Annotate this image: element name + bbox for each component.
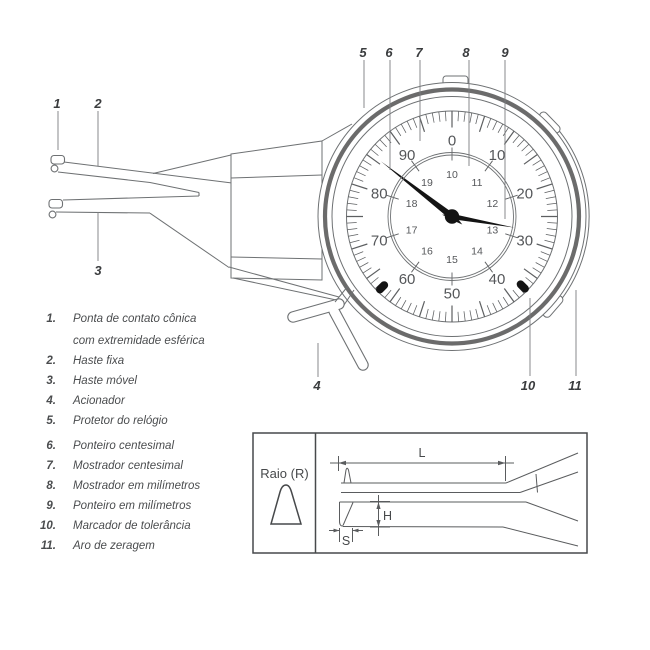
legend-item-number: 8. xyxy=(46,480,56,492)
legend-item-text: Haste móvel xyxy=(73,374,137,387)
inner-scale-number: 13 xyxy=(486,224,499,237)
legend-item-number: 10. xyxy=(40,520,56,532)
callout-9: 9 xyxy=(501,45,509,60)
legend-item xyxy=(40,355,255,369)
legend-item-text: Haste fixa xyxy=(73,354,125,367)
upper-arm-top-edge xyxy=(64,162,232,183)
height-label: H xyxy=(383,509,393,523)
lower-contact-ball xyxy=(49,211,56,218)
callout-8: 8 xyxy=(462,45,470,60)
inner-scale-number: 12 xyxy=(486,198,499,211)
callout-2: 2 xyxy=(94,96,102,111)
upper-contact-tip xyxy=(51,156,65,165)
radius-tip-shape xyxy=(271,485,301,524)
legend-item-number: 6. xyxy=(46,440,56,452)
legend-item-number: 3. xyxy=(46,374,56,387)
legend-item-number: 2. xyxy=(46,354,56,367)
tip-geometry-inset xyxy=(253,433,587,553)
legend-item xyxy=(40,520,255,534)
legend-item xyxy=(40,440,255,454)
callout-1: 1 xyxy=(53,96,61,111)
inset-arm-profile xyxy=(340,453,579,546)
legend-item-number: 4. xyxy=(46,394,56,407)
legend-item xyxy=(40,500,255,514)
legend-item-number: 7. xyxy=(46,460,56,472)
callout-7: 7 xyxy=(415,45,423,60)
callout-4: 4 xyxy=(313,378,321,393)
outer-scale-number: 60 xyxy=(398,270,416,288)
inner-scale-number: 14 xyxy=(471,245,483,258)
dimension-S xyxy=(329,528,363,548)
dimension-L xyxy=(330,446,514,481)
outer-scale-number: 20 xyxy=(516,185,534,203)
measuring-arms xyxy=(49,156,232,218)
legend-item-text: Marcador de tolerância xyxy=(73,520,191,532)
outer-scale-number: 80 xyxy=(370,185,388,203)
legend xyxy=(40,313,255,560)
legend-item-text: Mostrador centesimal xyxy=(73,460,183,472)
legend-item xyxy=(40,540,255,554)
callout-10: 10 xyxy=(520,378,536,393)
radius-label: Raio (R) xyxy=(260,466,309,481)
legend-item xyxy=(40,415,255,429)
lower-arm-bottom-edge xyxy=(56,212,150,213)
cone-top-edge xyxy=(153,155,231,174)
length-label: L xyxy=(418,446,426,460)
legend-item xyxy=(40,375,255,389)
outer-scale-number: 10 xyxy=(488,147,506,165)
outer-scale-number: 40 xyxy=(488,270,506,288)
inner-scale-number: 15 xyxy=(446,253,458,266)
lower-arm-top-edge xyxy=(63,196,199,200)
upper-arm-bottom-edge xyxy=(58,172,199,193)
legend-item-text: Ponteiro centesimal xyxy=(73,440,174,452)
callout-11: 11 xyxy=(568,378,582,393)
inner-scale-number: 10 xyxy=(446,168,458,181)
legend-item xyxy=(40,480,255,494)
legend-item-text: Ponteiro em milímetros xyxy=(73,500,192,512)
legend-item xyxy=(40,460,255,474)
dimension-H xyxy=(370,495,392,536)
legend-item xyxy=(40,313,255,348)
legend-item-number: 9. xyxy=(46,500,56,512)
outer-scale-number: 70 xyxy=(370,232,388,250)
legend-item-text: Aro de zeragem xyxy=(73,540,155,552)
actuator-lever xyxy=(293,304,363,365)
legend-item-number: 1. xyxy=(46,313,56,325)
outer-scale-number: 0 xyxy=(447,132,457,150)
inner-scale-number: 17 xyxy=(405,224,418,237)
inner-scale-number: 11 xyxy=(471,176,483,189)
body-bottom-edge-2 xyxy=(233,278,341,301)
legend-item xyxy=(40,395,255,409)
upper-contact-ball xyxy=(51,165,58,172)
callout-6: 6 xyxy=(385,45,393,60)
outer-scale-number: 30 xyxy=(516,232,534,250)
width-label: S xyxy=(341,534,351,548)
callout-3: 3 xyxy=(94,263,102,278)
callout-5: 5 xyxy=(359,45,367,60)
cone-bottom-edge xyxy=(150,213,229,267)
legend-item-text: Protetor do relógio xyxy=(73,414,168,427)
lower-contact-tip xyxy=(49,200,63,209)
inner-scale-number: 19 xyxy=(421,176,433,189)
inner-scale-number: 18 xyxy=(405,198,418,211)
legend-item-text: Mostrador em milímetros xyxy=(73,480,201,492)
inner-scale-number: 16 xyxy=(421,245,433,258)
outer-scale-number: 50 xyxy=(443,285,461,303)
legend-item-text: Acionador xyxy=(73,394,125,407)
legend-item-number: 11. xyxy=(40,540,56,552)
hand-hub xyxy=(445,209,459,223)
outer-scale-number: 90 xyxy=(398,147,416,165)
legend-item-number: 5. xyxy=(46,414,56,427)
legend-item-text: Ponta de contato cônica com extremidade esférica xyxy=(73,313,205,347)
